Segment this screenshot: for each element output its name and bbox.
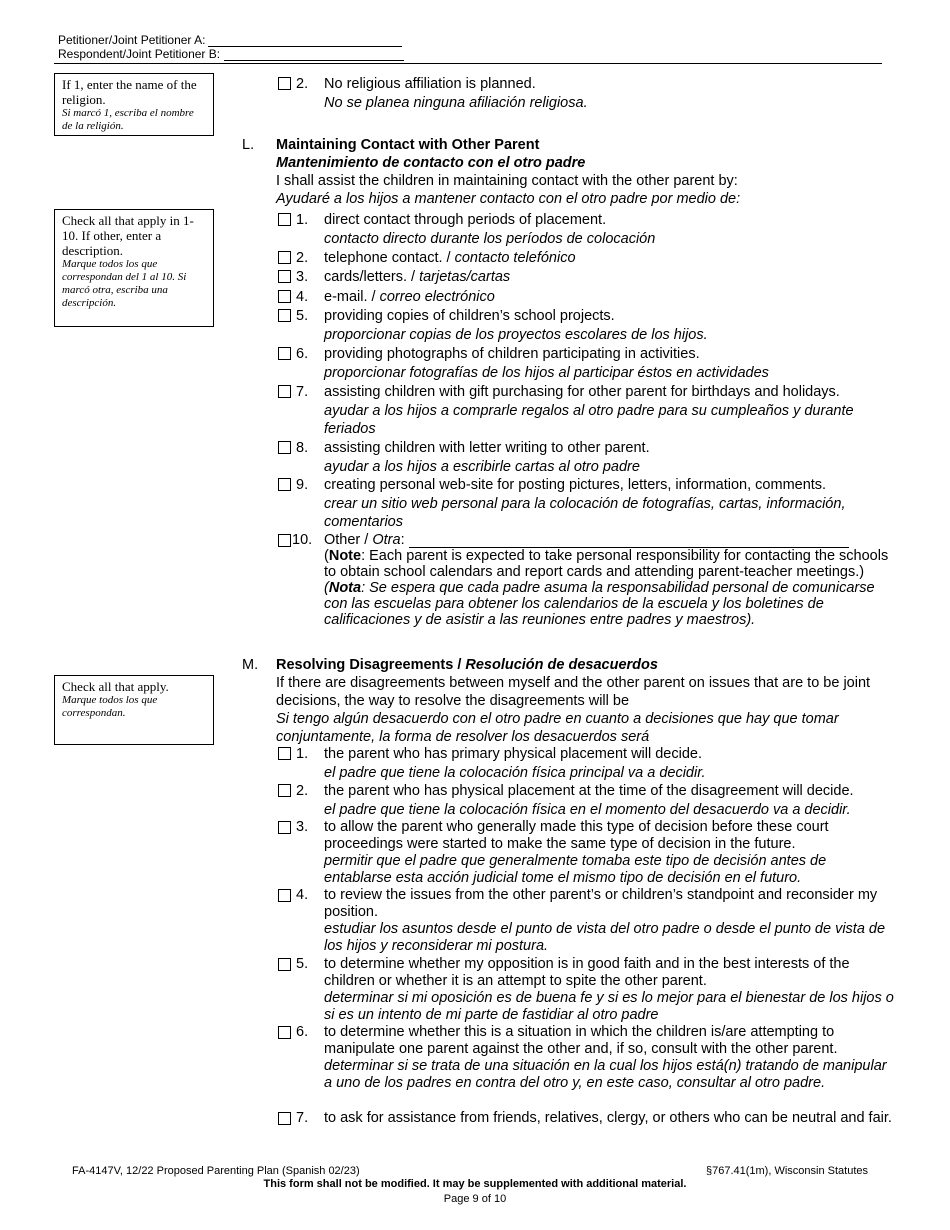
form-id: FA-4147V, 12/22 Proposed Parenting Plan (Spanish 02/23) [72,1165,360,1177]
checkbox[interactable] [278,958,291,971]
instruction-es: Marque todos los que correspondan del 1 al 10. Si marcó otra, escriba una descripción. [62,258,187,309]
checkbox[interactable] [278,784,291,797]
checkbox[interactable] [278,821,291,834]
instruction-box-disagreements [54,675,214,745]
page-number: Page 9 of 10 [443,1193,507,1205]
checkbox[interactable] [278,213,291,226]
checkbox[interactable] [278,251,291,264]
header-divider [54,63,882,64]
checkbox[interactable] [278,77,291,90]
checkbox[interactable] [278,1026,291,1039]
respondent-label: Respondent/Joint Petitioner B: [58,47,221,61]
checkbox[interactable] [278,290,291,303]
checkbox[interactable] [278,534,291,547]
section-intro-en: If there are disagreements between myself and the other parent on issues that are to be joint decisions, the way to resolve the disagreements will be [276,675,871,709]
instruction-es: Si marcó 1, escriba el nombre de la religión. [62,107,194,132]
checkbox[interactable] [278,747,291,760]
section-title-en: Maintaining Contact with Other Parent [276,137,540,153]
instruction-en: Check all that apply. [62,679,169,694]
checkbox[interactable] [278,478,291,491]
petitioner-label: Petitioner/Joint Petitioner A: [58,33,206,47]
petitioner-line [58,33,402,47]
other-description-field[interactable] [409,533,849,548]
instruction-es: Marque todos los que correspondan. [62,694,158,719]
section-intro-es: Si tengo algún desacuerdo con el otro padre en cuanto a decisiones que hay que tomar conjuntamente, la forma de resolver los desacuerdos será [276,711,839,745]
respondent-line [58,47,404,61]
footer-notice: This form shall not be modified. It may be supplemented with additional material. [263,1178,687,1190]
note-en: (Note: Each parent is expected to take personal responsibility for contacting the schools to obtain school calendars and report cards and attending parent-teacher meetings.) [324,548,889,580]
respondent-field[interactable] [224,48,404,61]
checkbox[interactable] [278,309,291,322]
section-intro-es: Ayudaré a los hijos a mantener contacto con el otro padre por medio de: [276,191,741,207]
instruction-box-contact [54,209,214,327]
section-title-es: Mantenimiento de contacto con el otro padre [276,155,586,171]
section-title: Resolving Disagreements / Resolución de desacuerdos [276,657,658,673]
statute: §767.41(1m), Wisconsin Statutes [705,1165,868,1177]
instruction-en: Check all that apply in 1-10. If other, enter a description. [62,213,194,258]
note-es: (Nota: Se espera que cada padre asuma la responsabilidad personal de comunicarse con las escuelas para obtener los calendarios de la escuela y los boletines de calificaciones y de asistir a las reuniones entre padres y maestros). [324,580,875,628]
checkbox[interactable] [278,1112,291,1125]
section-intro-en: I shall assist the children in maintaining contact with the other parent by: [276,173,738,189]
checkbox[interactable] [278,889,291,902]
instruction-box-religion [54,73,214,136]
checkbox[interactable] [278,385,291,398]
petitioner-field[interactable] [208,34,402,47]
checkbox[interactable] [278,347,291,360]
instruction-en: If 1, enter the name of the religion. [62,77,197,107]
checkbox[interactable] [278,441,291,454]
checkbox[interactable] [278,270,291,283]
